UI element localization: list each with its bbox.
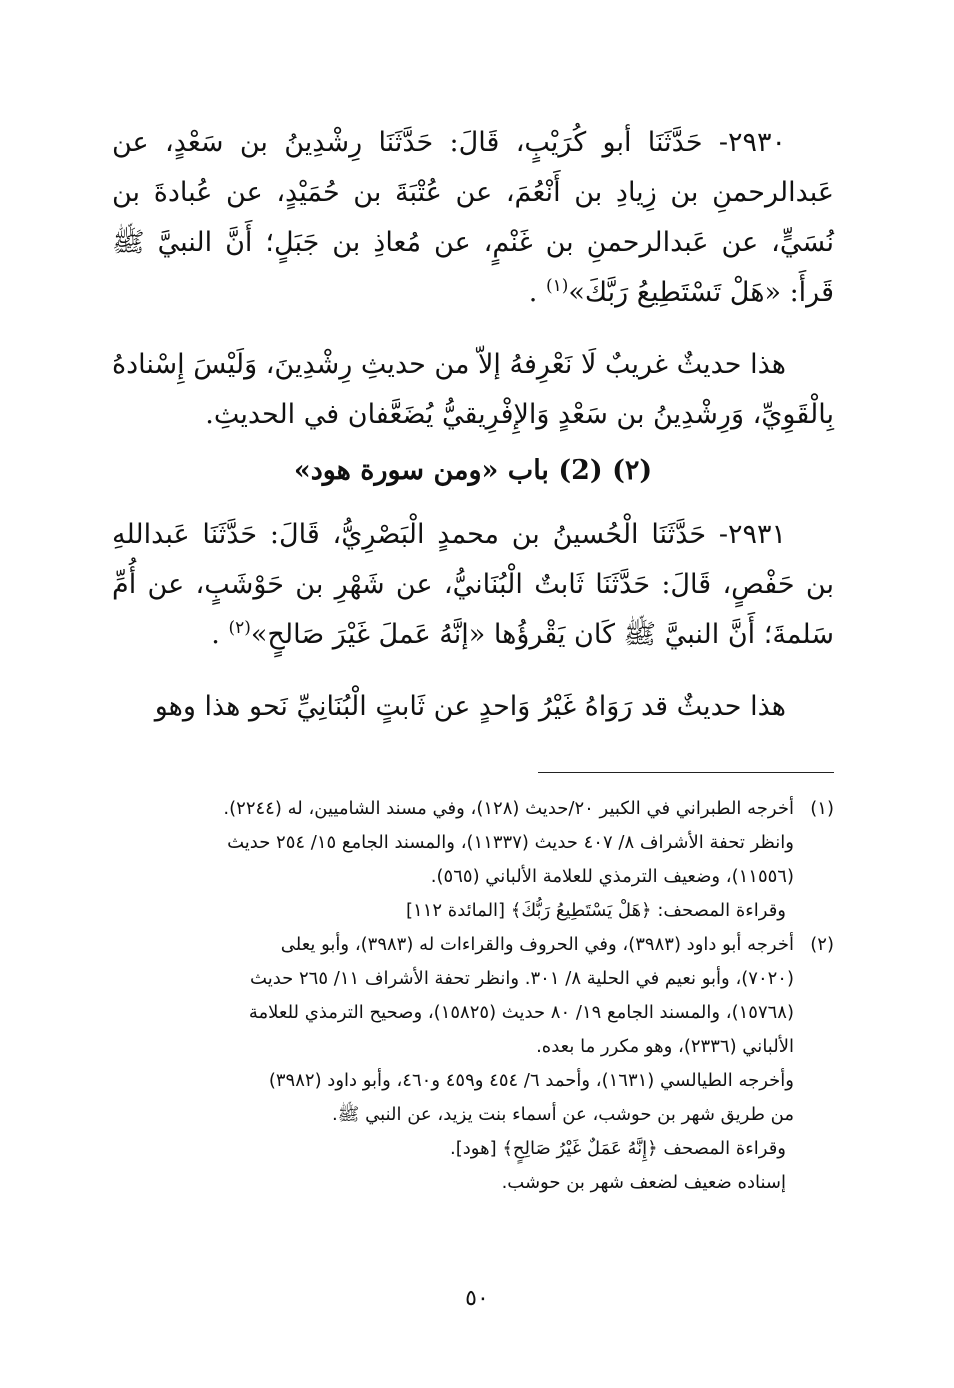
footnote-marker-2: (٢)	[228, 618, 251, 638]
footnote-2-line: الألباني (٢٣٣٦)، وهو مكرر ما بعده.	[536, 1036, 794, 1057]
hadith-2930-text: ٢٩٣٠- حَدَّثَنَا أبو كُرَيْبٍ، قَالَ: حَدَّثَنَا رِشْدِينُ بن سَعْدٍ، عن عَبدالرحمنِ بن زِيادِ بن أَنْعُمَ، عن عُتْبَةَ بن حُمَيْدٍ، عن عُبادةَ بن نُسَيٍّ، عن عَبدالرحمنِ بن غَنْمٍ، عن مُعاذِ بن جَبَلٍ؛ أَنَّ النبيَّ ﷺ قَرأَ: «هَلْ تَسْتَطِيعُ رَبَّكَ»	[112, 127, 834, 308]
commentary-2930: هذا حديثٌ غريبٌ لَا نَعْرِفهُ إلاّ من حديثِ رِشْدِينَ، وَلَيْسَ إِسْنادهُ بِالْقَوِيِّ، وَرِشْدِينُ بن سَعْدٍ وَالإِفْرِيقيُّ يُضَعَّفان في الحديثِ.	[112, 349, 834, 430]
footnote-1-line: أخرجه الطبراني في الكبير ٢٠/حديث (١٢٨)، وفي مسند الشاميين، له (٢٢٤٤).	[223, 798, 794, 819]
footnote-1	[112, 792, 834, 894]
footnote-2-line: (٧٠٢٠)، وأبو نعيم في الحلية ٨/ ٣٠١. وانظر تحفة الأشراف ١١/ ٢٦٥ حديث	[250, 968, 794, 989]
footnote-2-extra-line: وأخرجه الطيالسي (١٦٣١)، وأحمد ٦/ ٤٥٤ و٤٥٩ و٤٦٠، وأبو داود (٣٩٨٢)	[268, 1070, 794, 1091]
footnote-2-quran-reading: وقراءة المصحف ﴿إِنَّهُ عَمَلٌ غَيْرُ صَالِحٍ﴾ [هود].	[450, 1138, 786, 1159]
footnotes	[112, 792, 834, 1200]
footnote-2-line: (١٥٧٦٨)، والمسند الجامع ١٩/ ٨٠ حديث (١٥٨٢٥)، وصحيح الترمذي للعلامة	[248, 1002, 794, 1023]
footnote-2-extra-line: من طريق شهر بن حوشب، عن أسماء بنت يزيد، عن النبي ﷺ.	[331, 1104, 794, 1125]
hadith-2930-end: .	[528, 277, 546, 308]
page-number: ٥٠	[465, 1286, 489, 1311]
footnote-1-line: وانظر تحفة الأشراف ٨/ ٤٠٧ حديث (١١٣٣٧)، والمسند الجامع ١٥/ ٢٥٤ حديث	[227, 832, 794, 853]
footnote-2	[112, 928, 834, 1064]
footnote-1-number: (١)	[810, 798, 834, 819]
footnote-divider	[538, 772, 834, 773]
footnote-1-line: (١١٥٥٦)، وضعيف الترمذي للعلامة الألباني (٥٦٥).	[430, 866, 794, 887]
footnote-2-number: (٢)	[810, 934, 834, 955]
hadith-2931	[112, 510, 834, 660]
hadith-2931-end: .	[211, 619, 229, 650]
footnote-2-body	[112, 928, 794, 1064]
commentary-2931: هذا حديثٌ قد رَوَاهُ غَيْرُ وَاحدٍ عن ثَابتٍ الْبُنَانِيِّ نَحو هذا وهو	[154, 691, 786, 722]
hadith-2930	[112, 118, 834, 318]
main-text	[112, 118, 834, 732]
hadith-2931-text: ٢٩٣١- حَدَّثَنَا الْحُسينُ بن محمدٍ الْبَصْرِيُّ، قَالَ: حَدَّثَنَا عَبداللهِ بن حَفْصٍ، قَالَ: حَدَّثَنَا ثَابتٌ الْبُنَانيُّ، عن شَهْرِ بن حَوْشَبٍ، عن أُمِّ سَلمةَ؛ أَنَّ النبيَّ ﷺ كَان يَقْرؤُها «إنَّهُ عَملَ غَيْرَ صَالحٍ»	[112, 519, 834, 650]
footnote-1-body	[112, 792, 794, 894]
footnote-1-quran-reading: وقراءة المصحف: ﴿هَلْ يَسْتَطِيعُ رَبُّكَ﴾ [المائدة ١١٢]	[406, 900, 786, 921]
footnote-marker-1: (١)	[545, 276, 569, 296]
footnote-2-line: أخرجه أبو داود (٣٩٨٣)، وفي الحروف والقراءات له (٣٩٨٣)، وأبو يعلى	[280, 934, 794, 955]
footnote-2-isnad-note: إسناده ضعيف لضعف شهر بن حوشب.	[501, 1172, 786, 1193]
section-heading: (٢) (2) باب «ومن سورة هود»	[293, 455, 653, 486]
